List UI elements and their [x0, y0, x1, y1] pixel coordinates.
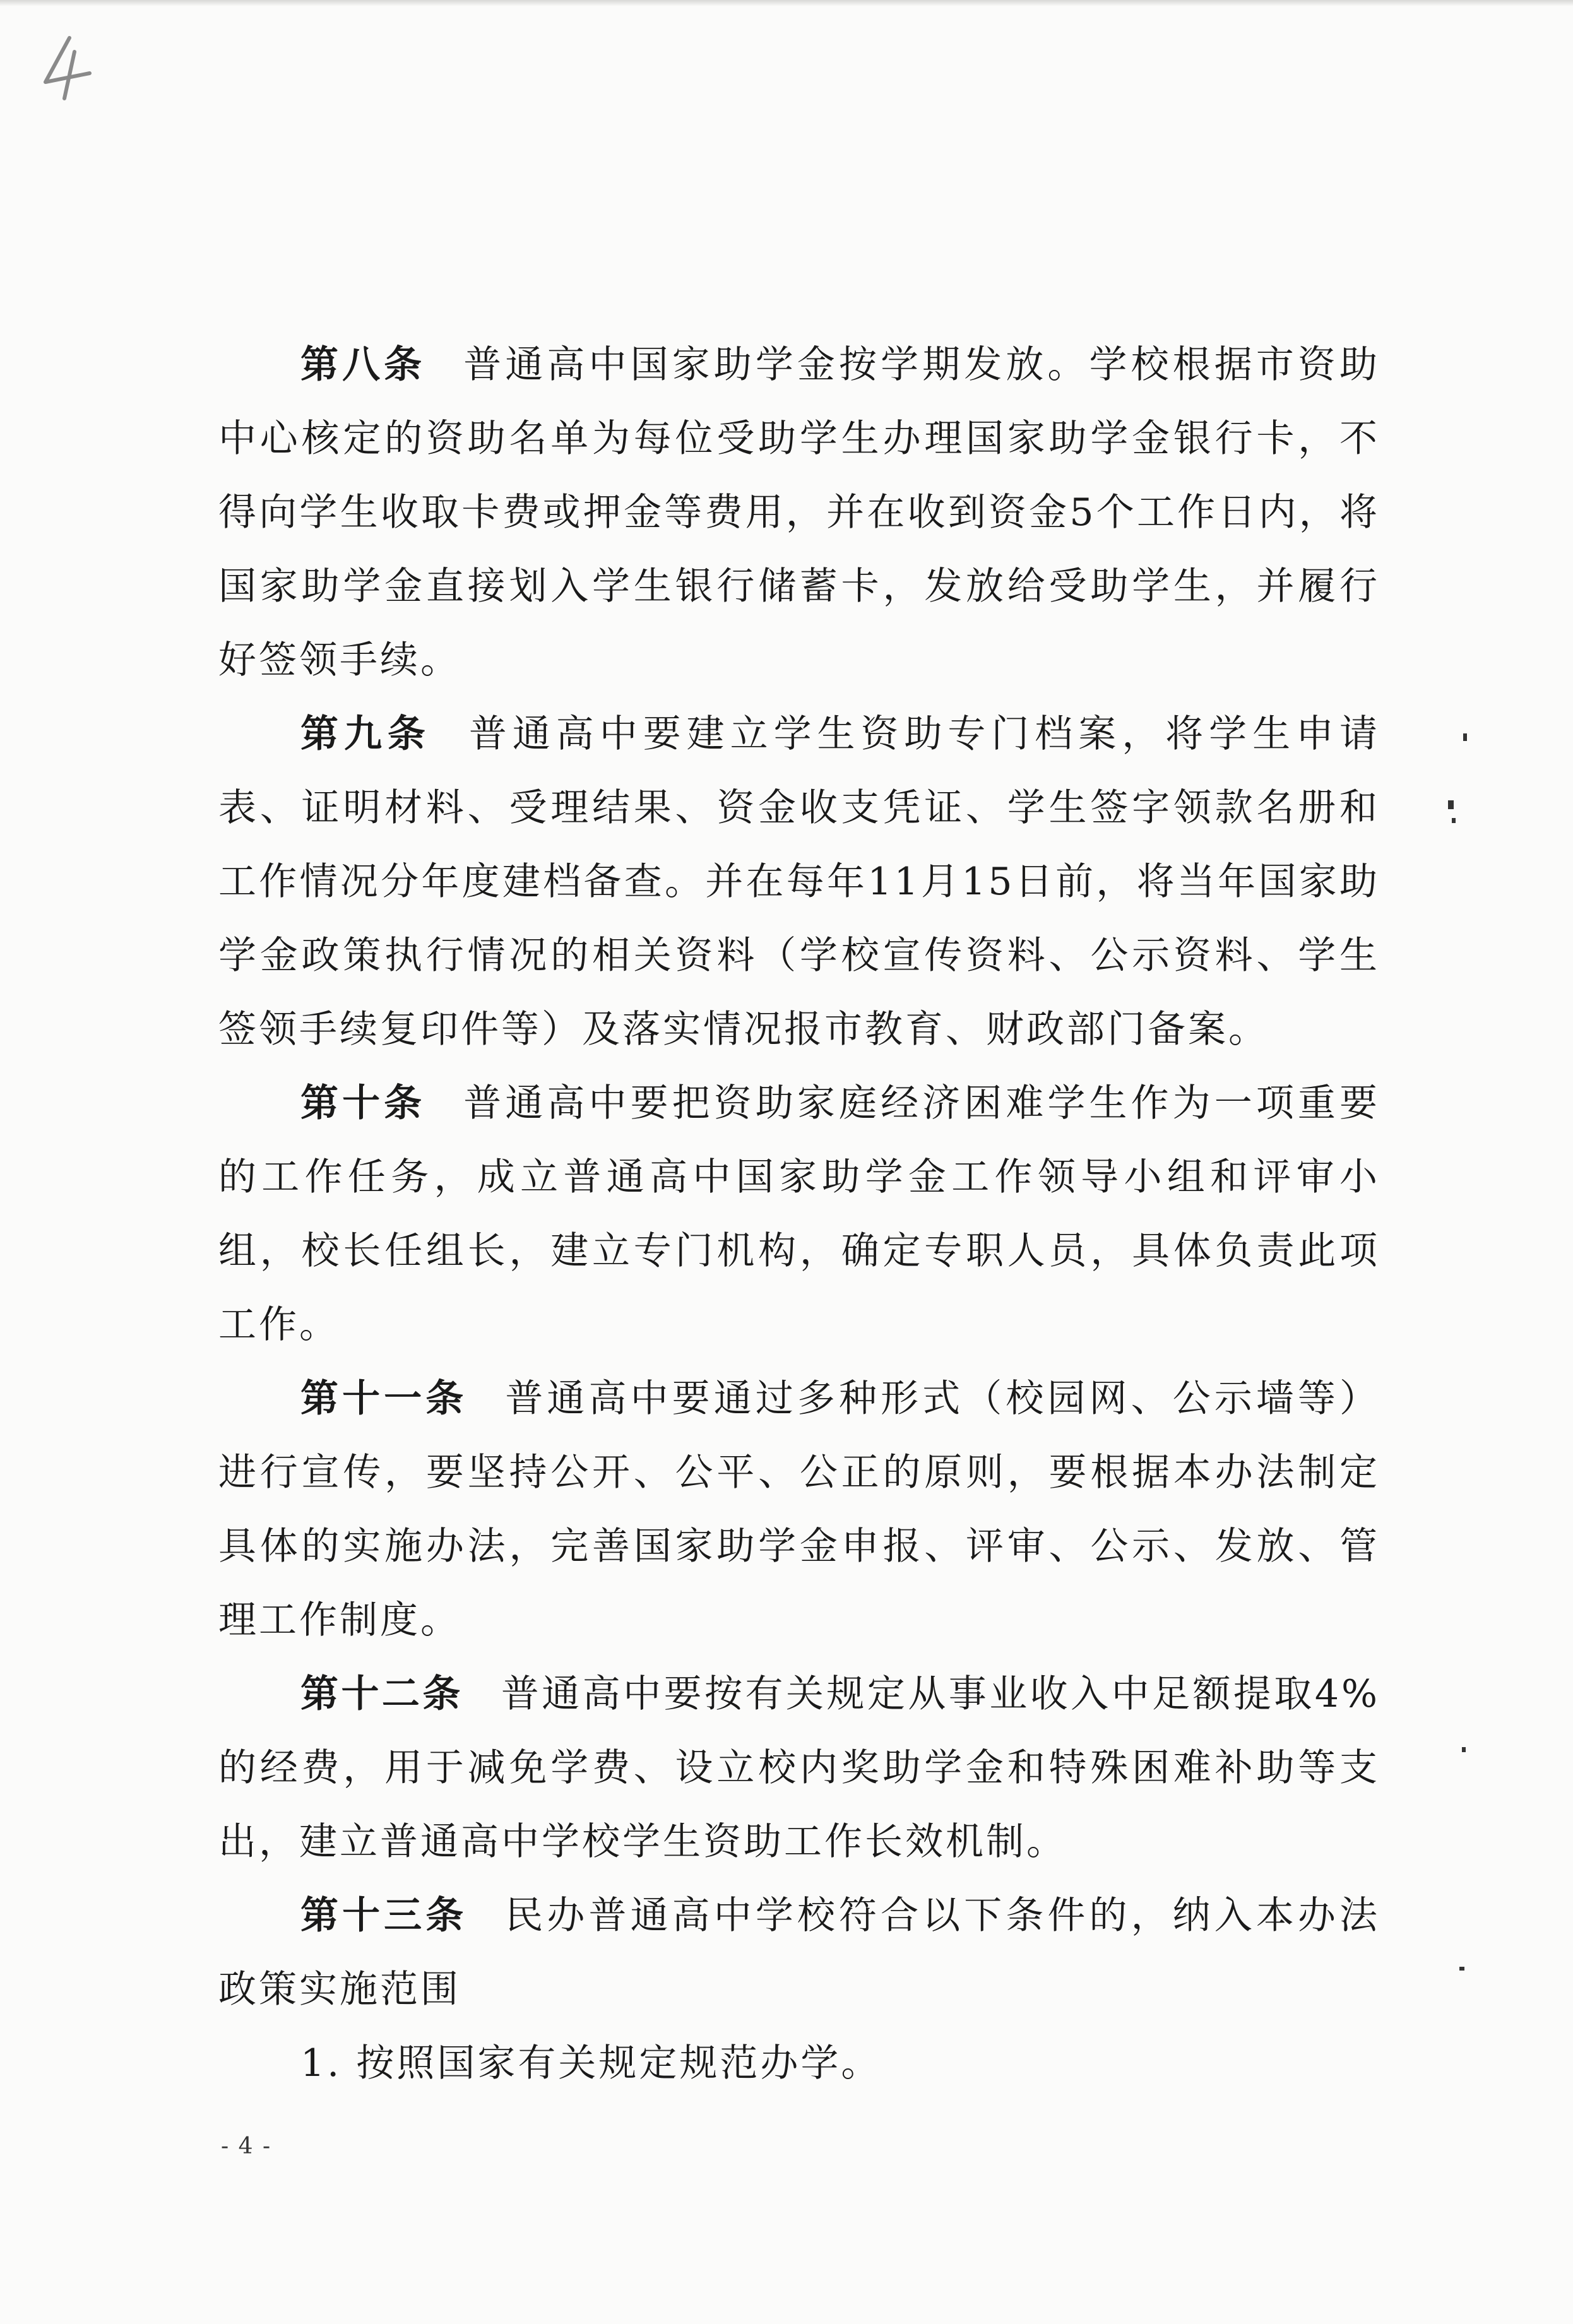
article-heading: 第九条 [300, 712, 431, 756]
article-8 [218, 328, 1380, 697]
article-11 [218, 1362, 1380, 1657]
scan-speck [1459, 1967, 1464, 1971]
condition-item-1: 1. 按照国家有关规定规范办学。 [300, 2041, 882, 2085]
article-text: 普通高中要按有关规定从事业收入中足额提取4%的经费，用于减免学费、设立校内奖助学金和特殊困难补助等支出，建立普通高中学校学生资助工作长效机制。 [218, 1672, 1380, 1864]
article-text: 民办普通高中学校符合以下条件的，纳入本办法政策实施范围 [218, 1894, 1380, 2012]
scan-top-edge [0, 0, 1573, 6]
article-text: 普通高中要建立学生资助专门档案，将学生申请表、证明材料、受理结果、资金收支凭证、学生签字领款名册和工作情况分年度建档备查。并在每年11月15日前，将当年国家助学金政策执行情况的相关资料（学校宣传资料、公示资料、学生签领手续复印件等）及落实情况报市教育、财政部门备案。 [218, 712, 1380, 1052]
article-heading: 第八条 [300, 343, 426, 387]
handwritten-page-mark [37, 33, 93, 102]
article-heading: 第十条 [300, 1081, 426, 1125]
article-10 [218, 1067, 1380, 1362]
scan-speck [1452, 818, 1456, 823]
article-heading: 第十一条 [300, 1377, 468, 1421]
article-text: 普通高中要通过多种形式（校园网、公示墙等）进行宣传，要坚持公开、公平、公正的原则，要根据本办法制定具体的实施办法，完善国家助学金申报、评审、公示、发放、管理工作制度。 [218, 1377, 1380, 1642]
scan-speck [1448, 800, 1454, 809]
article-9 [218, 697, 1380, 1067]
article-12 [218, 1657, 1380, 1879]
article-heading: 第十三条 [300, 1894, 468, 1938]
article-heading: 第十二条 [300, 1672, 463, 1716]
scan-speck [1462, 1747, 1466, 1752]
article-text: 普通高中要把资助家庭经济困难学生作为一项重要的工作任务，成立普通高中国家助学金工作领导小组和评审小组，校长任组长，建立专门机构，确定专职人员，具体负责此项工作。 [218, 1081, 1380, 1347]
article-text: 普通高中国家助学金按学期发放。学校根据市资助中心核定的资助名单为每位受助学生办理国家助学金银行卡，不得向学生收取卡费或押金等费用，并在收到资金5个工作日内，将国家助学金直接划入学生银行储蓄卡，发放给受助学生，并履行好签领手续。 [218, 343, 1380, 682]
scan-speck [1463, 733, 1467, 741]
article-13 [218, 1879, 1380, 2027]
page-number: - 4 - [221, 2133, 272, 2159]
document-body [218, 328, 1380, 2101]
